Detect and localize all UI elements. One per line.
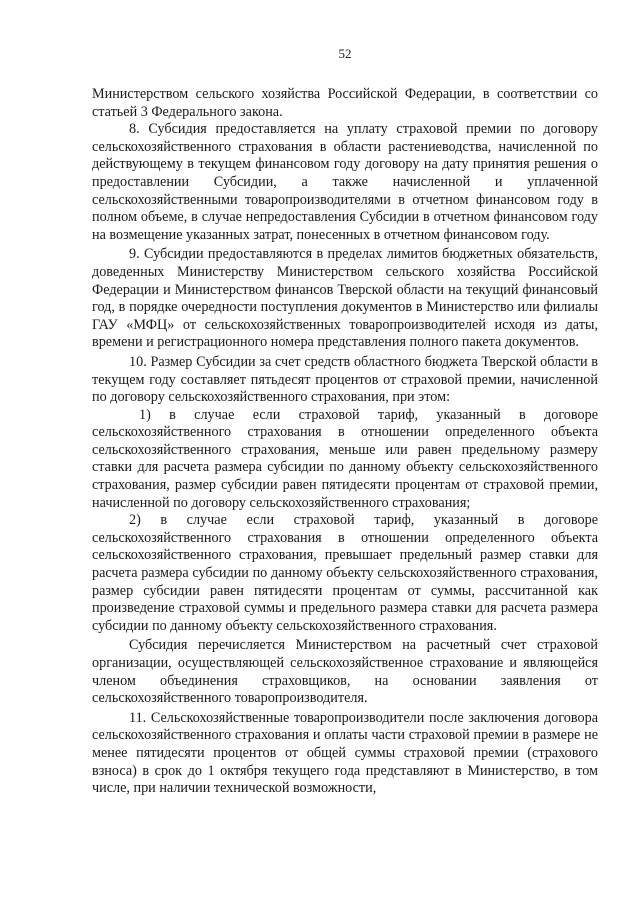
paragraph-item-10: 10. Размер Субсидии за счет средств областного бюджета Тверской области в текущем году составляет пятьдесят процентов от страховой премии, начисленной по договору сельскохозяйственного страхования, при этом: [92, 353, 598, 406]
document-page [92, 46, 598, 798]
paragraph-continuation: Министерством сельского хозяйства Российской Федерации, в соответствии со статьей 3 Федерального закона. [92, 86, 598, 120]
paragraph-item-9: 9. Субсидии предоставляются в пределах лимитов бюджетных обязательств, доведенных Министерству Министерством сельского хозяйства Российской Федерации и Министерством финансов Тверской области на текущий финансовый год, в порядке очередности поступления документов в Министерство или филиалы ГАУ «МФЦ» от сельскохозяйственных товаропроизводителей исходя из даты, времени и регистрационного номера представления полного пакета документов. [92, 246, 598, 351]
paragraph-item-11: 11. Сельскохозяйственные товаропроизводители после заключения договора сельскохозяйственного страхования и оплаты части страховой премии в размере не менее пятидесяти процентов от общей суммы страховой премии (страхового взноса) в срок до 1 октября текущего года представляют в Министерство, в том числе, при наличии технической возможности, [92, 709, 598, 797]
paragraph-item-8: 8. Субсидия предоставляется на уплату страховой премии по договору сельскохозяйственного страхования в области растениеводства, начисленной по действующему в текущем финансовом году договору на дату принятия решения о предоставлении Субсидии, а также начисленной и уплаченной сельскохозяйственными товаропроизводителями в отчетном финансовом году в полном объеме, в случае непредоставления Субсидии в отчетном финансовом году на возмещение указанных затрат, понесенных в отчетном финансовом году. [92, 121, 598, 243]
paragraph-item-10-1: 1) в случае если страховой тариф, указанный в договоре сельскохозяйственного страхования в отношении определенного объекта сельскохозяйственного страхования, меньше или равен предельному размеру ставки для расчета размера субсидии по данному объекту сельскохозяйственного страхования, размер субсидии равен пятидесяти процентам от страховой премии, начисленной по договору сельскохозяйственного страхования; [92, 406, 598, 511]
paragraph-item-10-2: 2) в случае если страховой тариф, указанный в договоре сельскохозяйственного страхования в отношении определенного объекта сельскохозяйственного страхования, превышает предельный размер ставки для расчета размера субсидии по данному объекту сельскохозяйственного страхования, размер субсидии равен пятидесяти процентам от суммы, рассчитанной как произведение страховой суммы и предельного размера ставки для расчета размера субсидии по данному объекту сельскохозяйственного страхования. [92, 512, 598, 634]
paragraph-transfer: Субсидия перечисляется Министерством на расчетный счет страховой организации, осуществляющей сельскохозяйственное страхование и являющейся членом объединения страховщиков, на основании заявления от сельскохозяйственного товаропроизводителя. [92, 637, 598, 707]
page-number: 52 [338, 46, 352, 61]
